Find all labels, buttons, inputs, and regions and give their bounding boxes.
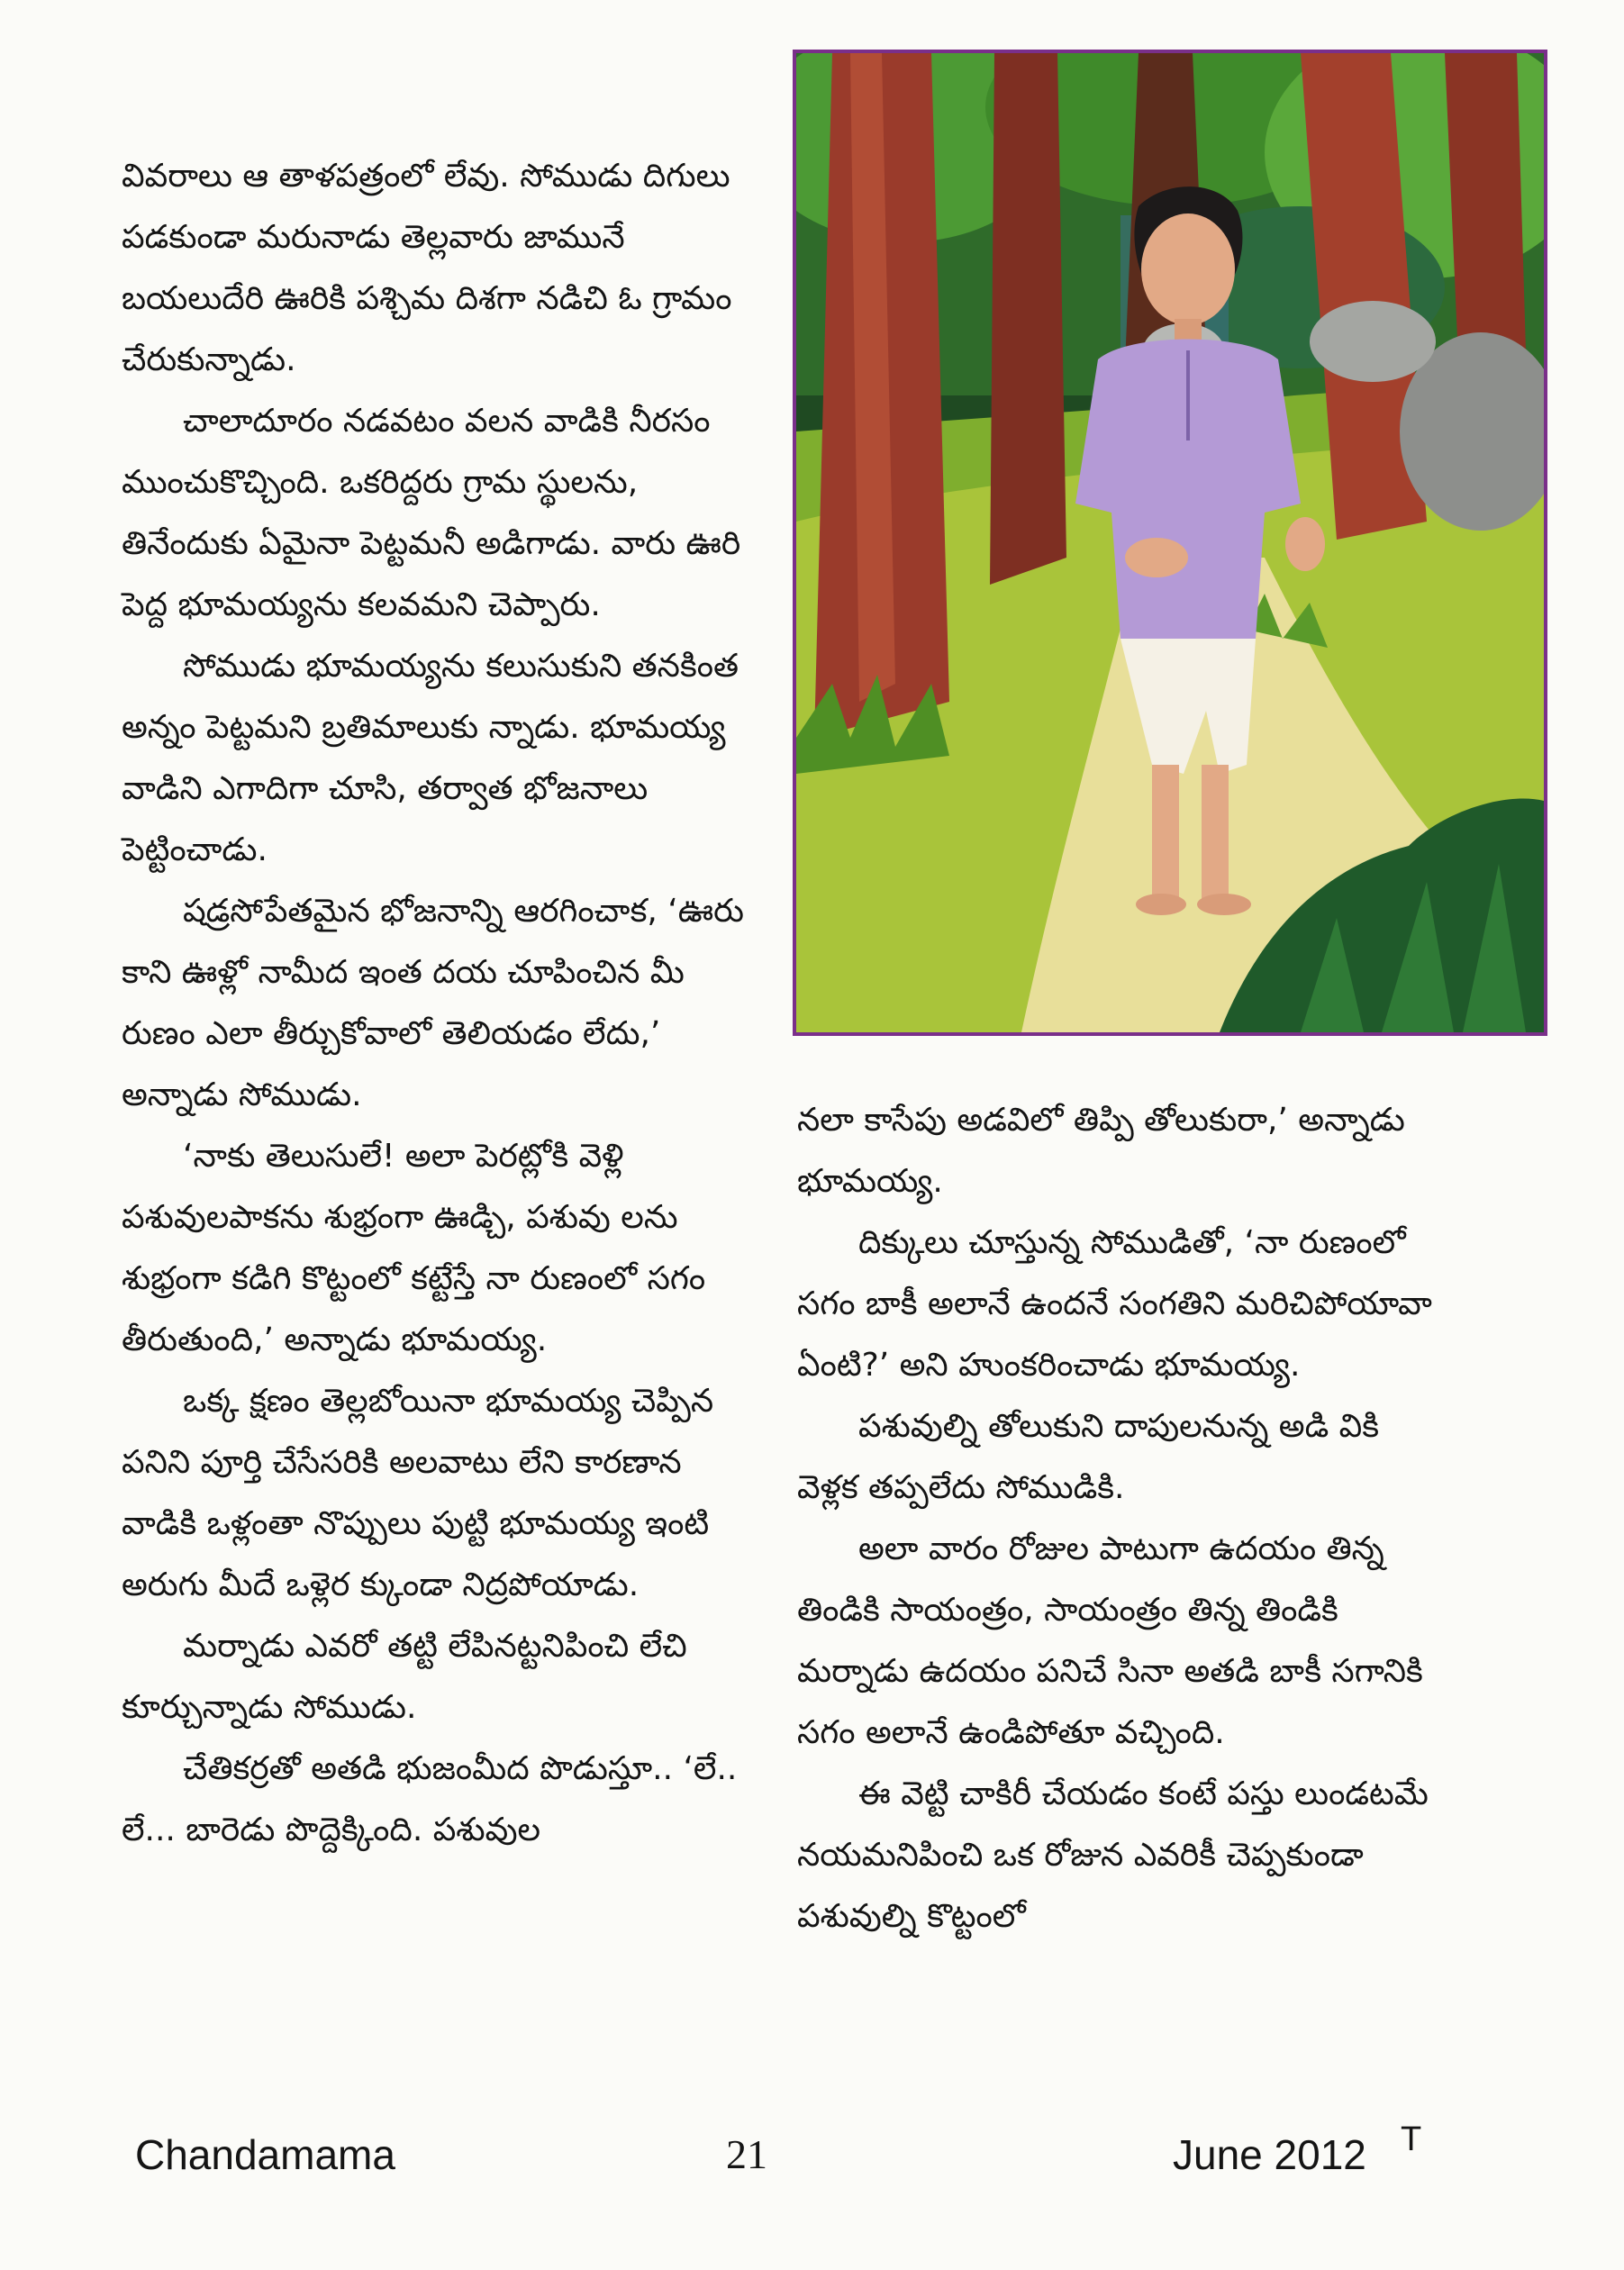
paragraph: వివరాలు ఆ తాళపత్రంలో లేవు. సోముడు దిగులు పడకుండా మరునాడు తెల్లవారు జామునే బయలుదేరి ఊరికి పశ్చిమ దిశగా నడిచి ఓ గ్రామం చేరుకున్నాడు. [122,158,732,378]
paragraph: ఈ వెట్టి చాకిరీ చేయడం కంటే పస్తు లుండటమే నయమనిపించి ఒక రోజున ఎవరికీ చెప్పకుండా పశువుల్ని కొట్టంలో [797,1775,1429,1935]
page-number: 21 [726,2131,767,2177]
story-illustration [793,50,1547,1036]
paragraph: షడ్రసోపేతమైన భోజనాన్ని ఆరగించాక, ‘ఊరు కాని ఊళ్లో నామీద ఇంత దయ చూపించిన మీ రుణం ఎలా తీర్చుకోవాలో తెలియడం లేదు,’ అన్నాడు సోముడు. [122,893,744,1113]
right-text-column [797,1090,1432,1948]
paragraph: సోముడు భూమయ్యను కలుసుకుని తనకింత అన్నం పెట్టమని బ్రతిమాలుకు న్నాడు. భూమయ్య వాడిని ఎగాదిగా చూసి, తర్వాత భోజనాలు పెట్టించాడు. [122,648,739,868]
paragraph: ‘నాకు తెలుసులే! అలా పెరట్లోకి వెళ్లి పశువులపాకను శుభ్రంగా ఊడ్చి, పశువు లను శుభ్రంగా కడిగి కొట్టంలో కట్టేస్తే నా రుణంలో సగం తీరుతుంది,’ అన్నాడు భూమయ్య. [122,1138,706,1358]
paragraph: దిక్కులు చూస్తున్న సోముడితో, ‘నా రుణంలో సగం బాకీ అలానే ఉందనే సంగతిని మరిచిపోయావా ఏంటి?’ అని హుంకరించాడు భూమయ్య. [797,1224,1432,1384]
paragraph: మర్నాడు ఎవరో తట్టి లేపినట్టనిపించి లేచి కూర్చున్నాడు సోముడు. [122,1628,687,1726]
issue-date: June 2012 [1173,2131,1366,2178]
magazine-name: Chandamama [135,2131,395,2178]
corner-mark: T [1401,2120,1422,2158]
forest-boy-illustration [796,53,1544,1032]
paragraph: చాలాదూరం నడవటం వలన వాడికి నీరసం ముంచుకొచ్చింది. ఒకరిద్దరు గ్రామ స్థులను, తినేందుకు ఏమైనా పెట్టమనీ అడిగాడు. వారు ఊరి పెద్ద భూమయ్యను కలవమని చెప్పారు. [122,403,741,623]
paragraph: ఒక్క క్షణం తెల్లబోయినా భూమయ్య చెప్పిన పనిని పూర్తి చేసేసరికి అలవాటు లేని కారణాన వాడికి ఒళ్లంతా నొప్పులు పుట్టి భూమయ్య ఇంటి అరుగు మీదే ఒళ్లెర క్కుండా నిద్రపోయాడు. [122,1383,714,1603]
left-text-column [122,146,752,1861]
paragraph: అలా వారం రోజుల పాటుగా ఉదయం తిన్న తిండికి సాయంత్రం, సాయంత్రం తిన్న తిండికి మర్నాడు ఉదయం పనిచే సినా అతడి బాకీ సగానికి సగం అలానే ఉండిపోతూ వచ్చింది. [797,1530,1423,1751]
paragraph: చేతికర్రతో అతడి భుజంమీద పొడుస్తూ.. ‘లే.. లే... బారెడు పొద్దెక్కింది. పశువుల [122,1750,738,1848]
paragraph: నలా కాసేపు అడవిలో తిప్పి తోలుకురా,’ అన్నాడు భూమయ్య. [797,1102,1405,1200]
paragraph: పశువుల్ని తోలుకుని దాపులనున్న అడి వికి వెళ్లక తప్పలేదు సోముడికి. [797,1408,1380,1506]
